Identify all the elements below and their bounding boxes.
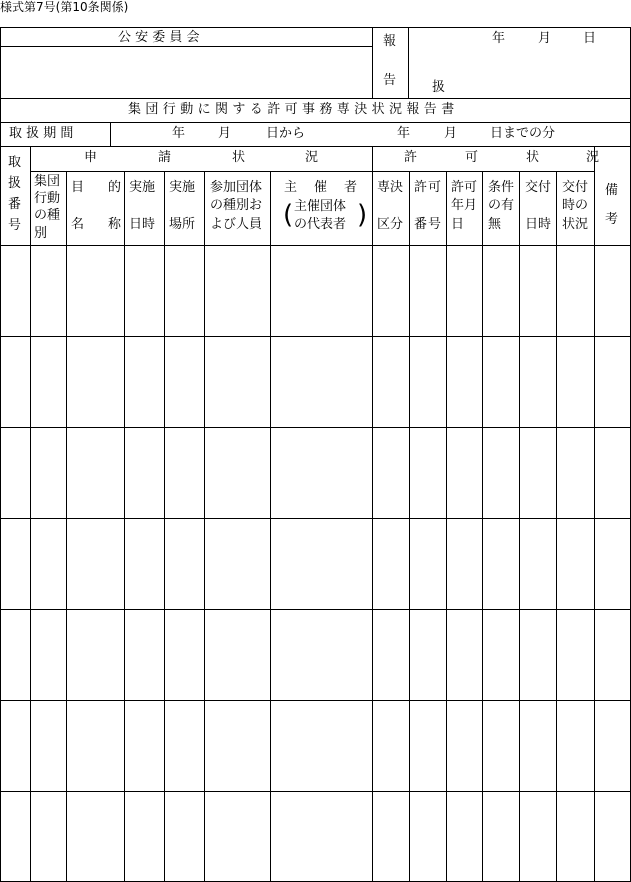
col-issue-status-line-3: 状況 bbox=[562, 217, 589, 232]
date-day: 日 bbox=[583, 31, 597, 46]
col-remarks-char-2: 考 bbox=[605, 212, 619, 227]
col-permit-date-line-1: 許可 bbox=[451, 180, 478, 195]
col-permit-no-line-2: 番号 bbox=[414, 217, 443, 232]
col-purpose-char-2: 的 bbox=[108, 180, 122, 195]
col-issue-status-line-2: 時の bbox=[562, 198, 589, 213]
date-year: 年 bbox=[492, 31, 506, 46]
report-label-top: 報 bbox=[383, 34, 397, 49]
col-conditions-line-2: の有 bbox=[488, 198, 515, 213]
table-row[interactable] bbox=[1, 610, 630, 700]
permission-group-char-4: 況 bbox=[586, 150, 600, 165]
col-participants-line-2: の種別お bbox=[210, 198, 263, 213]
col-permit-date-line-2: 年月 bbox=[451, 198, 478, 213]
col-issue-status-line-1: 交付 bbox=[562, 180, 589, 195]
table-row[interactable] bbox=[1, 792, 630, 881]
period-label: 取 扱 期 間 bbox=[9, 126, 74, 141]
table-row[interactable] bbox=[1, 519, 630, 609]
table-row[interactable] bbox=[1, 337, 630, 427]
col-place-line-1: 実施 bbox=[169, 180, 196, 195]
col-name-char-2: 称 bbox=[108, 217, 122, 232]
application-group-char-2: 請 bbox=[158, 150, 172, 165]
col-participants-line-3: よび人員 bbox=[210, 217, 263, 232]
col-organizer-char-3: 者 bbox=[344, 180, 358, 195]
col-issue-date-line-2: 日時 bbox=[525, 217, 552, 232]
col-type-line-1: 集団 bbox=[34, 174, 61, 189]
col-organizer-char-2: 催 bbox=[314, 180, 328, 195]
col-organizer-note-line-1: 主催団体 bbox=[294, 199, 347, 214]
table-row[interactable] bbox=[1, 701, 630, 791]
organizer-right-brace: ) bbox=[357, 200, 368, 230]
col-issue-date-line-1: 交付 bbox=[525, 180, 552, 195]
col-organizer-char-1: 主 bbox=[284, 180, 298, 195]
col-number-char-1: 取 bbox=[8, 155, 22, 170]
application-group-char-3: 状 bbox=[232, 150, 246, 165]
permission-group-char-1: 許 bbox=[404, 150, 418, 165]
commission-label: 公 安 委 員 会 bbox=[118, 30, 200, 45]
handler-label: 扱 bbox=[432, 80, 446, 95]
period-end-month: 月 bbox=[444, 126, 458, 141]
col-organizer-note-line-2: の代表者 bbox=[294, 217, 347, 232]
col-number-char-4: 号 bbox=[8, 218, 22, 233]
table-row[interactable] bbox=[1, 246, 630, 336]
col-purpose-char-1: 目 bbox=[71, 180, 85, 195]
application-group-char-1: 申 bbox=[84, 150, 98, 165]
col-permit-no-line-1: 許可 bbox=[414, 180, 443, 195]
col-number-char-3: 番 bbox=[8, 197, 22, 212]
col-datetime-line-2: 日時 bbox=[129, 217, 156, 232]
col-conditions-line-3: 無 bbox=[488, 217, 502, 232]
period-start-month: 月 bbox=[218, 126, 232, 141]
form-title: 集団行動に関する許可事務専決状況報告書 bbox=[128, 102, 459, 117]
col-conditions-line-1: 条件 bbox=[488, 180, 515, 195]
permission-group-char-3: 状 bbox=[526, 150, 540, 165]
period-start-day: 日から bbox=[266, 126, 306, 141]
col-type-line-2: 行動 bbox=[34, 191, 61, 206]
col-participants-line-1: 参加団体 bbox=[210, 180, 263, 195]
date-month: 月 bbox=[538, 31, 552, 46]
report-label-bottom: 告 bbox=[383, 73, 397, 88]
table-row[interactable] bbox=[1, 428, 630, 518]
organizer-left-brace: ( bbox=[283, 200, 294, 230]
col-name-char-1: 名 bbox=[71, 217, 85, 232]
permission-group-char-2: 可 bbox=[465, 150, 479, 165]
col-remarks-char-1: 備 bbox=[605, 183, 619, 198]
col-type-line-4: 別 bbox=[34, 226, 48, 241]
col-type-line-3: の種 bbox=[34, 208, 61, 223]
col-datetime-line-1: 実施 bbox=[129, 180, 156, 195]
application-group-char-4: 況 bbox=[305, 150, 319, 165]
period-end-day: 日までの分 bbox=[490, 126, 556, 141]
col-decision-line-1: 専決 bbox=[377, 180, 404, 195]
col-permit-date-line-3: 日 bbox=[451, 217, 465, 232]
period-start-year: 年 bbox=[172, 126, 186, 141]
col-place-line-2: 場所 bbox=[169, 217, 196, 232]
col-number-char-2: 扱 bbox=[8, 176, 22, 191]
form-number: 様式第7号(第10条関係) bbox=[0, 0, 129, 14]
period-end-year: 年 bbox=[397, 126, 411, 141]
col-decision-line-2: 区分 bbox=[377, 217, 404, 232]
